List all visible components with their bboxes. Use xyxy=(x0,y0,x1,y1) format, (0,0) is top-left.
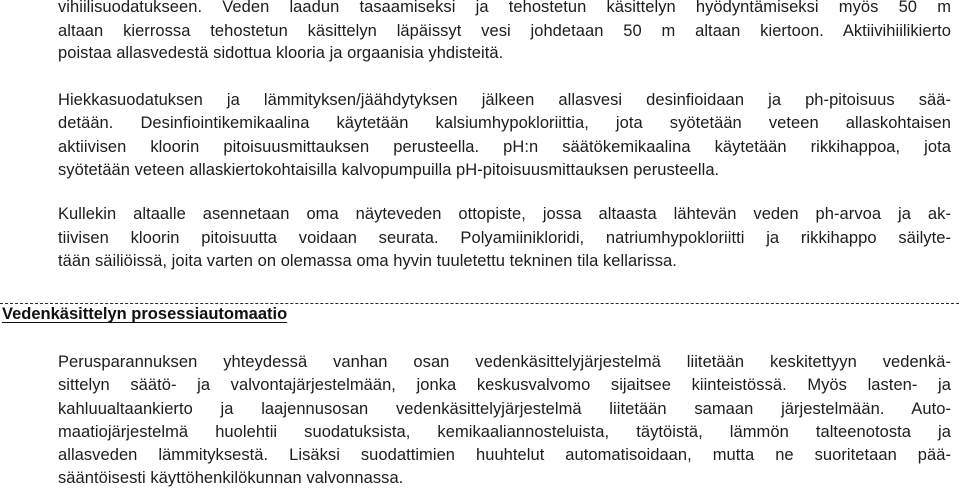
text-line: tään säiliöissä, joita varten on olemassa oma hyvin tuuletettu tekninen tila kellarissa. xyxy=(58,252,677,270)
text-line: aktiivisen kloorin pitoisuusmittauksen perusteella. pH:n säätökemikaalina käytetään rikkihappoa, jota xyxy=(58,138,951,156)
text-line: poistaa allasvedestä sidottua klooria ja orgaanisia yhdisteitä. xyxy=(58,44,504,62)
text-line: tiivisen kloorin pitoisuutta voidaan seurata. Polyamiinikloridi, natriumhypokloriitti ja rikkihappo säilyte- xyxy=(58,229,951,247)
text-line: sääntöisesti käyttöhenkilökunnan valvonnassa. xyxy=(58,469,404,487)
text-line: syötetään veteen allaskiertokohtaisilla kalvopumpuilla pH-pitoisuusmittauksen perusteella. xyxy=(58,161,720,179)
section-heading: Vedenkäsittelyn prosessiautomaatio xyxy=(2,305,288,323)
text-line: Perusparannuksen yhteydessä vanhan osan vedenkäsittelyjärjestelmä liitetään keskitettyyn vedenkä- xyxy=(58,353,951,371)
text-line: kahluualtaankierto ja laajennusosan vedenkäsittelyjärjestelmä liitetään samaan järjestelmään. Auto- xyxy=(58,400,951,418)
text-line: sittelyn säätö- ja valvontajärjestelmään, jonka keskusvalvomo sijaitsee kiinteistössä. Myös lasten- ja xyxy=(58,376,951,394)
text-line: maatiojärjestelmä huolehtii suodatuksista, kemikaaliannosteluista, täytöistä, lämmön talteenotosta ja xyxy=(58,423,951,441)
text-line: Kullekin altaalle asennetaan oma näyteveden ottopiste, jossa altaasta lähtevän veden ph-arvoa ja ak- xyxy=(58,205,951,223)
text-line: Hiekkasuodatuksen ja lämmityksen/jäähdytyksen jälkeen allasvesi desinfioidaan ja ph-pitoisuus sää- xyxy=(58,91,951,109)
text-line: detään. Desinfiointikemikaalina käytetään kalsiumhypokloriittia, jota syötetään veteen allaskohtaisen xyxy=(58,114,951,132)
text-line: altaan kierrossa tehostetun käsittelyn läpäissyt vesi johdetaan 50 m altaan kiertoon. Aktiivihiilikierto xyxy=(58,22,951,40)
text-line: vihiilisuodatukseen. Veden laadun tasaamiseksi ja tehostetun käsittelyn hyödyntämiseksi myös 50 m xyxy=(58,0,951,16)
text-line: allasveden lämmityksestä. Lisäksi suodattimien huuhtelut automatisoidaan, mutta ne suoritetaan pää- xyxy=(58,446,951,464)
